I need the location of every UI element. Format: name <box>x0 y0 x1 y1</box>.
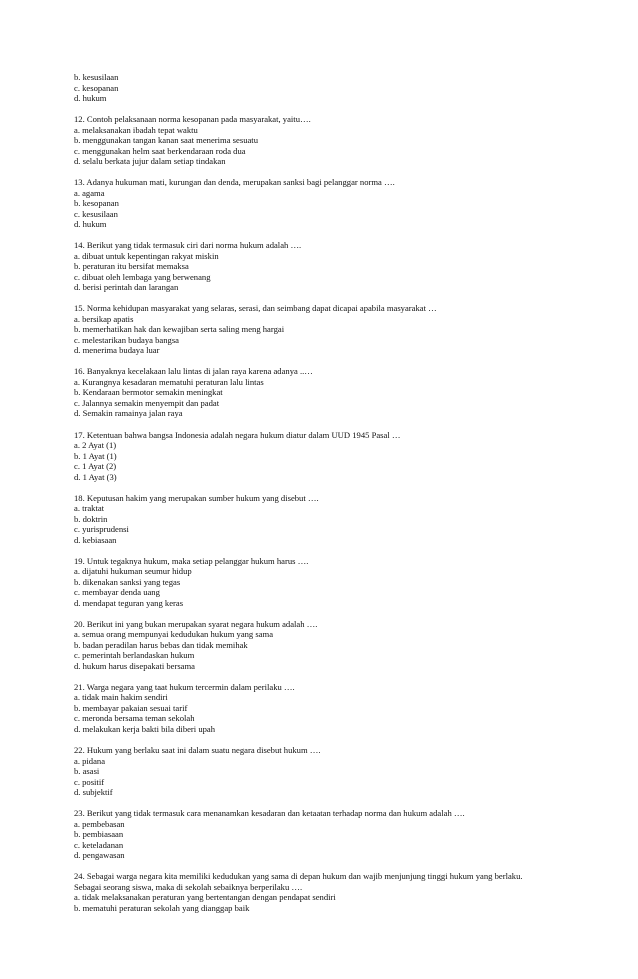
option-text: c. pemerintah berlandaskan hukum <box>74 650 195 661</box>
option-text: a. traktat <box>74 503 105 514</box>
option-text: c. dibuat oleh lembaga yang berwenang <box>74 271 211 282</box>
option-text: c. Jalannya semakin menyempit dan padat <box>74 397 220 408</box>
option-text: b. menggunakan tangan kanan saat menerima sesuatu <box>74 135 258 146</box>
option-text: a. tidak main hakim sendiri <box>74 692 168 703</box>
option-text: a. dijatuhi hukuman seumur hidup <box>74 566 192 577</box>
question-spacer <box>74 482 594 493</box>
question-stem: 21. Warga negara yang taat hukum tercermin dalam perilaku …. <box>74 681 295 692</box>
option-text: c. positif <box>74 776 105 787</box>
option-text: d. subjektif <box>74 787 113 798</box>
previous-question-options <box>74 72 594 104</box>
question-stem: 18. Keputusan hakim yang merupakan sumber hukum yang disebut …. <box>74 492 319 503</box>
option-text: b. memerhatikan hak dan kewajiban serta saling meng hargai <box>74 324 285 335</box>
option-text: d. hukum <box>74 219 107 230</box>
question-stem: 16. Banyaknya kecelakaan lalu lintas di jalan raya karena adanya ..… <box>74 366 313 377</box>
option-text: a. semua orang mempunyai kedudukan hukum yang sama <box>74 629 274 640</box>
option-text: d. 1 Ayat (3) <box>74 471 117 482</box>
option-text: b. doktrin <box>74 513 108 524</box>
option-text: d. menerima budaya luar <box>74 345 160 356</box>
question-item <box>74 114 594 167</box>
option-text: a. dibuat untuk kepentingan rakyat miskin <box>74 250 219 261</box>
question-item <box>74 682 594 735</box>
question-item <box>74 177 594 230</box>
question-item <box>74 430 594 483</box>
option-text: b. dikenakan sanksi yang tegas <box>74 576 181 587</box>
question-item <box>74 808 594 861</box>
question-stem: 15. Norma kehidupan masyarakat yang selaras, serasi, dan seimbang dapat dicapai apabila masyarakat … <box>74 303 437 314</box>
option-text: a. agama <box>74 187 105 198</box>
option-text: c. keteladanan <box>74 839 124 850</box>
question-stem: 22. Hukum yang berlaku saat ini dalam suatu negara disebut hukum …. <box>74 745 321 756</box>
document-page <box>74 72 594 913</box>
question-item <box>74 556 594 609</box>
question-spacer <box>74 419 594 430</box>
option-text: a. 2 Ayat (1) <box>74 440 117 451</box>
question-spacer <box>74 798 594 809</box>
option-text: c. membayar denda uang <box>74 587 160 598</box>
question-stem: 14. Berikut yang tidak termasuk ciri dari norma hukum adalah …. <box>74 240 302 251</box>
question-list <box>74 104 594 914</box>
question-spacer <box>74 861 594 872</box>
question-stem: 24. Sebagai warga negara kita memiliki kedudukan yang sama di depan hukum dan wajib menjunjung tinggi hukum yang berlaku. <box>74 871 523 882</box>
option-text: d. hukum <box>74 93 107 103</box>
option-text: b. asasi <box>74 766 100 777</box>
option-text: c. menggunakan helm saat berkendaraan roda dua <box>74 145 246 156</box>
question-spacer <box>74 671 594 682</box>
option-text: c. yurisprudensi <box>74 524 129 535</box>
option-text: d. Semakin ramainya jalan raya <box>74 408 183 419</box>
question-stem: 19. Untuk tegaknya hukum, maka setiap pelanggar hukum harus …. <box>74 555 309 566</box>
option-text: d. hukum harus disepakati bersama <box>74 660 195 671</box>
question-spacer <box>74 293 594 304</box>
option-text: a. tidak melaksanakan peraturan yang bertentangan dengan pendapat sendiri <box>74 892 336 903</box>
option-text: c. melestarikan budaya bangsa <box>74 334 179 345</box>
question-spacer <box>74 608 594 619</box>
question-item <box>74 240 594 293</box>
option-text: d. kebiasaan <box>74 534 117 545</box>
option-text: c. meronda bersama teman sekolah <box>74 713 195 724</box>
question-spacer <box>74 167 594 178</box>
option-text: b. 1 Ayat (1) <box>74 450 117 461</box>
option-text: c. kesusilaan <box>74 208 118 219</box>
option-text: b. membayar pakaian sesuai tarif <box>74 702 188 713</box>
option-text: b. mematuhi peraturan sekolah yang dianggap baik <box>74 902 250 913</box>
question-item <box>74 745 594 798</box>
option-text: b. kesopanan <box>74 198 119 209</box>
question-spacer <box>74 545 594 556</box>
option-text: b. Kendaraan bermotor semakin meningkat <box>74 387 223 398</box>
question-stem: 20. Berikut ini yang bukan merupakan syarat negara hukum adalah …. <box>74 618 318 629</box>
option-text: b. peraturan itu bersifat memaksa <box>74 261 189 272</box>
option-text: d. selalu berkata jujur dalam setiap tindakan <box>74 156 226 167</box>
question-stem: 17. Ketentuan bahwa bangsa Indonesia adalah negara hukum diatur dalam UUD 1945 Pasal … <box>74 429 401 440</box>
question-stem: 12. Contoh pelaksanaan norma kesopanan pada masyarakat, yaitu…. <box>74 114 311 125</box>
option-text: d. mendapat teguran yang keras <box>74 597 184 608</box>
question-stem: 23. Berikut yang tidak termasuk cara menanamkan kesadaran dan ketaatan terhadap norma dan hukum adalah …. <box>74 808 465 819</box>
question-spacer <box>74 734 594 745</box>
option-text: d. berisi perintah dan larangan <box>74 282 179 293</box>
option-text: c. 1 Ayat (2) <box>74 461 117 472</box>
option-text: d. melakukan kerja bakti bila diberi upah <box>74 723 216 734</box>
question-spacer <box>74 356 594 367</box>
option-text: d. pengawasan <box>74 850 125 861</box>
option-text: a. melaksanakan ibadah tepat waktu <box>74 124 198 135</box>
question-spacer <box>74 104 594 115</box>
option-text: b. kesusilaan <box>74 72 119 82</box>
option-text: a. pidana <box>74 755 106 766</box>
option-text: b. pembiasaan <box>74 829 124 840</box>
option-text: b. badan peradilan harus bebas dan tidak memihak <box>74 639 248 650</box>
option-text: c. kesopanan <box>74 82 119 93</box>
question-item <box>74 366 594 419</box>
option-text: a. bersikap apatis <box>74 313 134 324</box>
question-item <box>74 493 594 546</box>
option-text: a. Kurangnya kesadaran mematuhi peraturan lalu lintas <box>74 376 264 387</box>
question-item <box>74 871 594 913</box>
option-text: a. pembebasan <box>74 818 125 829</box>
question-stem: 13. Adanya hukuman mati, kurungan dan denda, merupakan sanksi bagi pelanggar norma …. <box>74 177 395 188</box>
question-item <box>74 303 594 356</box>
question-item <box>74 619 594 672</box>
question-spacer <box>74 230 594 241</box>
question-stem: Sebagai seorang siswa, maka di sekolah sebaiknya berperilaku …. <box>74 881 303 892</box>
